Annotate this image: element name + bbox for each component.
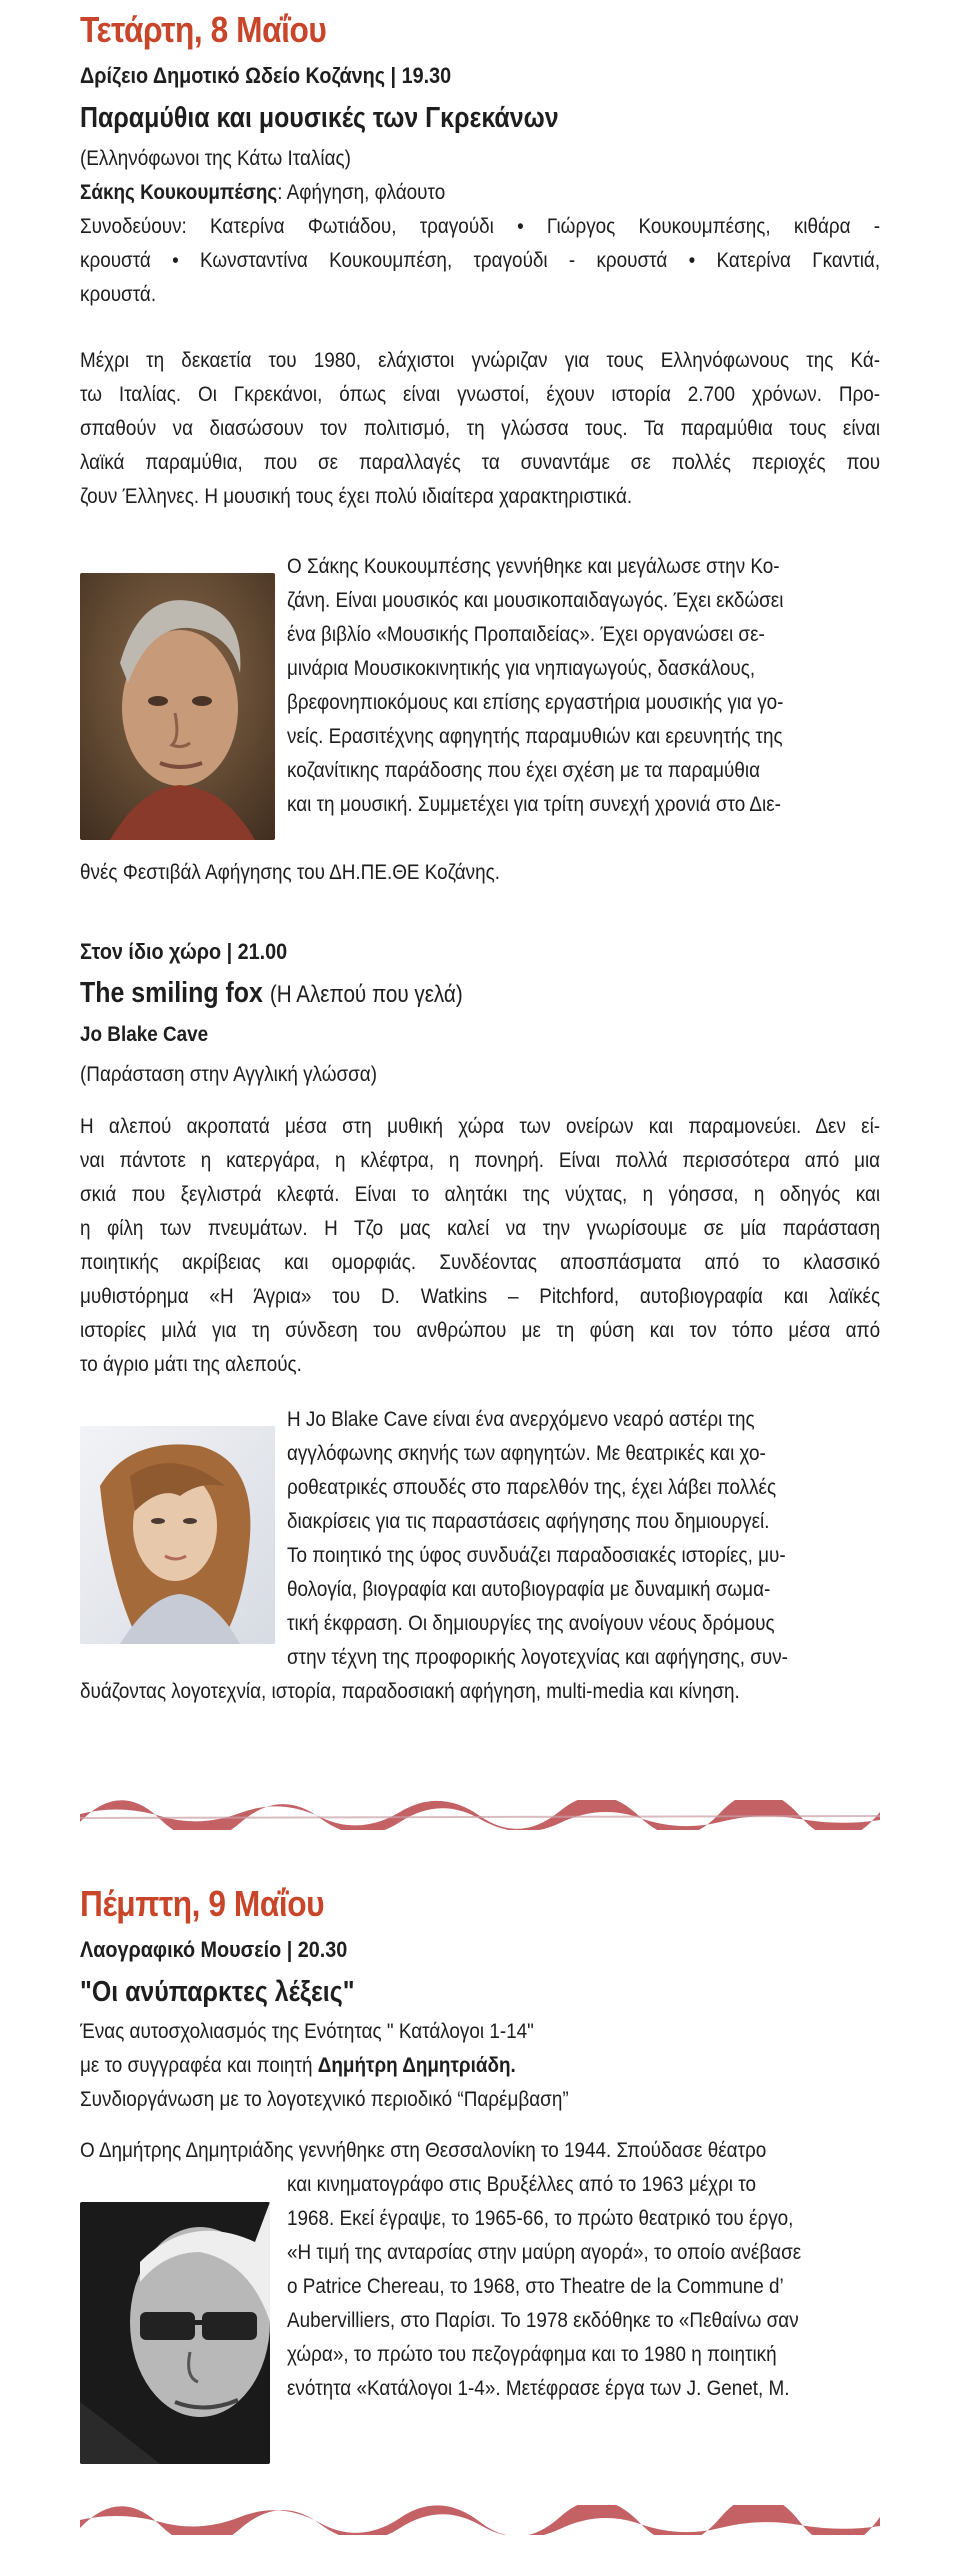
performer-name: Jo Blake Cave (80, 1023, 209, 1046)
event-coorganizer: Συνδιοργάνωση με το λογοτεχνικό περιοδικό “Παρέμβαση” (80, 2088, 569, 2111)
event-description: Η αλεπού ακροπατά μέσα στη μυθική χώρα των ονείρων και παραμονεύει. Δεν εί- ναι πάντοτε η κατεργάρα, η κλέφτρα, η πονηρή. Είναι πολλά περισσότερα από μια σκιά που ξεγλιστρά κλεφτά. Είναι το αλητάκι της νύχτας, η γόησσα, η οδηγός και η φίλη των πνευμάτων. Η Τζο μας καλεί να την γνωρίσουμε σε μία παράσταση ποιητικής ακρίβειας και ομορφιάς. Συνδέοντας αποσπάσματα από το κλασσικό μυθιστόρημα «Η Άγρια» του D. Watkins – Pitchford, αυτοβιογραφία και λαϊκές ιστορίες μιλά για τη σύνδεση του ανθρώπου με τη φύση και τον τόπο μέσα από το άγριο μάτι της αλεπούς. (80, 1115, 881, 1376)
event-day-heading: Πέμπτη, 9 Μαΐου (80, 1883, 325, 1924)
performer-bio-sakis-end: θνές Φεστιβάλ Αφήγησης του ΔΗ.ΠΕ.ΘΕ Κοζάνης. (80, 861, 500, 884)
event-intro: Ένας αυτοσχολιασμός της Ενότητας " Κατάλογοι 1-14" (80, 2020, 534, 2043)
event-venue-time: Λαογραφικό Μουσείο | 20.30 (80, 1937, 348, 1962)
event-subtitle: (Ελληνόφωνοι της Κάτω Ιταλίας) (80, 147, 351, 170)
event-title: Παραμύθια και μουσικές των Γκρεκάνων (80, 102, 559, 134)
author-name: Δημήτρη Δημητριάδη. (317, 2054, 516, 2077)
event-intro-author: με το συγγραφέα και ποιητή Δημήτρη Δημητριάδη. (80, 2054, 516, 2077)
decorative-divider-bottom (80, 2505, 880, 2535)
author-bio-first: Ο Δημήτρης Δημητριάδης γεννήθηκε στη Θεσσαλονίκη το 1944. Σπούδασε θέατρο (80, 2139, 767, 2162)
performer-role: : Αφήγηση, φλάουτο (277, 181, 446, 204)
performer-photo-jo (80, 1426, 275, 1644)
performer-line (80, 176, 445, 210)
language-note: (Παράσταση στην Αγγλική γλώσσα) (80, 1063, 378, 1086)
event-venue-time: Στον ίδιο χώρο | 21.00 (80, 939, 288, 964)
event-title: "Οι ανύπαρκτες λέξεις" (80, 1976, 355, 2008)
event-day-heading: Τετάρτη, 8 Μαΐου (80, 9, 327, 50)
performer-bio-jo-end: δυάζοντας λογοτεχνία, ιστορία, παραδοσιακή αφήγηση, multi-media και κίνηση. (80, 1680, 740, 1703)
event-venue-time: Δρίζειο Δημοτικό Ωδείο Κοζάνης | 19.30 (80, 63, 452, 88)
title-translation: (Η Αλεπού που γελά) (269, 981, 463, 1008)
event-title: The smiling fox (Η Αλεπού που γελά) (80, 977, 463, 1009)
performer-photo-sakis (80, 573, 275, 840)
performer-name: Σάκης Κουκουμπέσης (80, 181, 278, 204)
decorative-divider (80, 1800, 880, 1830)
event-description: Μέχρι τη δεκαετία του 1980, ελάχιστοι γνώριζαν για τους Ελληνόφωνους της Κά- τω Ιταλίας. Οι Γκρεκάνοι, όπως είναι γνωστοί, έχουν ιστορία 2.700 χρόνων. Προ- σπαθούν να διασώσουν τον πολιτισμό, τη γλώσσα τους. Τα παραμύθια τους είναι λαϊκά παραμύθια, που σε παραλλαγές τα συναντάμε σε πολλές περιοχές που ζουν Έλληνες. Η μουσική τους έχει πολύ ιδιαίτερα χαρακτηριστικά. (80, 349, 881, 508)
author-photo-dimitriadis (80, 2202, 270, 2464)
accompanists: Συνοδεύουν: Κατερίνα Φωτιάδου, τραγούδι • Γιώργος Κουκουμπέσης, κιθάρα - κρουστά • Κωνσταντίνα Κουκουμπέση, τραγούδι - κρουστά • Κατερίνα Γκαντιά, κρουστά. (80, 215, 881, 306)
